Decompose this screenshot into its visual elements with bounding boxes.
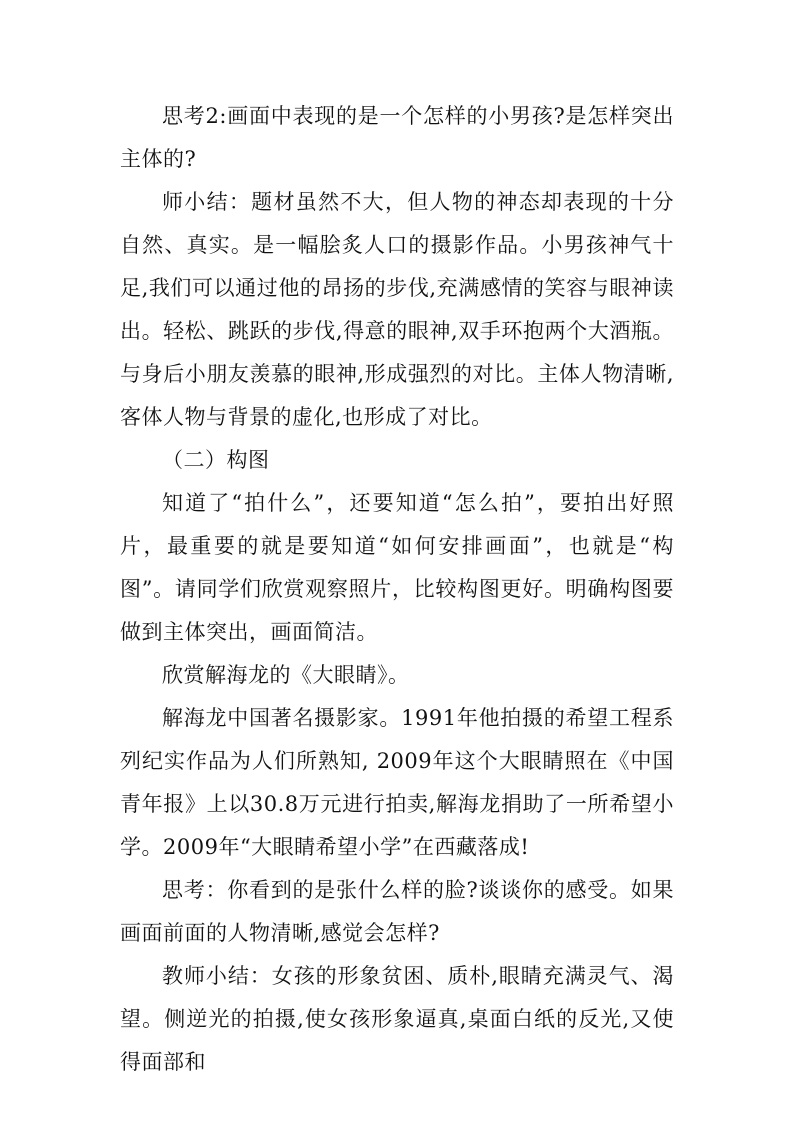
paragraph-teacher-summary-1: 师小结：题材虽然不大，但人物的神态却表现的十分自然、真实。是一幅脍炙人口的摄影作品。小男孩神气十足,我们可以通过他的昂扬的步伐,充满感情的笑容与眼神读出。轻松、跳跃的步伐,得意的眼神,双手环抱两个大酒瓶。与身后小朋友羡慕的眼神,形成强烈的对比。主体人物清晰,客体人物与背景的虚化,也形成了对比。 (120, 190, 674, 429)
paragraph-teacher-summary-2: 教师小结：女孩的形象贫困、质朴,眼睛充满灵气、渴望。侧逆光的拍摄,使女孩形象逼真,桌面白纸的反光,又使得面部和 (120, 964, 674, 1074)
paragraph-composition-intro: 知道了“拍什么”，还要知道“怎么拍”，要拍出好照片，最重要的就是要知道“如何安排画面”，也就是“构图”。请同学们欣赏观察照片，比较构图更好。明确构图要做到主体突出，画面简洁。 (120, 491, 674, 644)
paragraph-appreciate-big-eyes: 欣赏解海龙的《大眼睛》。 (162, 663, 410, 687)
paragraph-think-face: 思考：你看到的是张什么样的脸?谈谈你的感受。如果画面前面的人物清晰,感觉会怎样? (120, 878, 674, 945)
section-heading-composition: （二）构图 (162, 448, 270, 472)
paragraph-think-2: 思考2:画面中表现的是一个怎样的小男孩?是怎样突出主体的? (120, 104, 674, 171)
paragraph-xie-hailong: 解海龙中国著名摄影家。1991年他拍摄的希望工程系列纪实作品为人们所熟知, 2009年这个大眼睛照在《中国青年报》上以30.8万元进行拍卖,解海龙捐助了一所希望小学。2009年“大眼睛希望小学”在西藏落成! (120, 706, 674, 859)
